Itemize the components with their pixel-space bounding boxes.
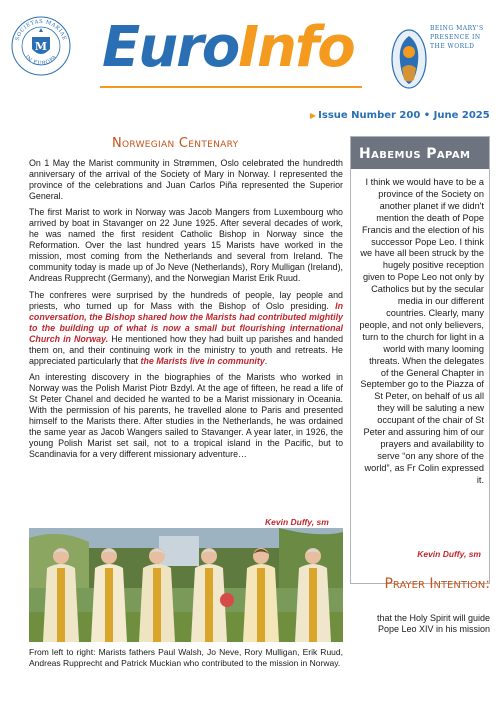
article-title: Norwegian Centenary — [112, 136, 239, 151]
sidebar-author: Kevin Duffy, sm — [417, 549, 481, 559]
article-paragraph-2: The first Marist to work in Norway was Jacob Mangers from Luxembourg who arrived by boat in Stavanger on 22 June 1925. After several decades of work, he was named the first resident Catholic Bishop in Norway since the Reformation. Over the last hundred years 15 Marists have worked in the mission, most coming from the Netherlands and several from Ireland. The community today is made up of Jo Neve (Netherlands), Rory Mulligan (Ireland), Andreas Rupprecht (Germany), and the Norwegian Marist Erik Ruud. — [29, 207, 343, 284]
sidebar-body: I think we would have to be a province of the Society on another planet if we didn't mention the death of Pope Francis and the election of his successor Pope Leo. I think we have all been struck by the hugely positive reception given to Pope Leo not only by Catholics but by the secular media in our different countries. Clearly, many people, and not only believers, turn to the church for light in a world with many looming threats. When the delegates of the General Chapter in September go to the Piazza of St Peter, on behalf of us all they will be saluting a new occupant of the chair of St Peter and assuring him of our prayers and availability to serve “on any shore of the world”, as Fr Colin expressed it. — [359, 177, 484, 485]
group-photo-marists — [29, 528, 343, 642]
svg-text:M: M — [34, 40, 48, 53]
highlight-quote: In conversation, the Bishop shared how the Marists had contributed mightily to the building up of what is now a small but flourishing international Church in Norway. — [29, 300, 344, 344]
article-paragraph-1: On 1 May the Marist community in Strømmen, Oslo celebrated the hundredth anniversary of the arrival of the Society of Mary in Norway. I represented the province of the celebrations and Juan Carlos Piña represented the Superior General. — [29, 158, 343, 202]
masthead-underline — [100, 86, 362, 88]
prayer-intention-title: Prayer Intention: — [384, 576, 490, 592]
sidebar-title: Habemus Papam — [359, 146, 471, 162]
logo-slogan: BEING MARY'S PRESENCE IN THE WORLD — [430, 25, 484, 50]
flower-bouquet — [220, 593, 234, 607]
article-paragraph-3: The confreres were surprised by the hundreds of people, lay people and priests, who turned up for Mass with the Bishop of Oslo presiding. In conversation, the Bishop shared how the Marists had contributed mightily to the building up of what is now a small but flourishing international Church in Norway. He mentioned how they had built up parishes and handed them on, and their continuing work in the ministry to youth and retreats. He appreciated particularly that the Marists live in community. — [29, 289, 344, 366]
highlight-phrase: the Marists live in community — [140, 355, 265, 366]
triangle-right-icon: ▶ — [310, 111, 317, 120]
photo-caption: From left to right: Marists fathers Paul Walsh, Jo Neve, Rory Mulligan, Erik Ruud, Andreas Rupprecht and Patrick Muckian who contributed to the mission in Norway. — [29, 647, 343, 668]
article-body — [29, 158, 343, 465]
sidebar-header — [351, 137, 489, 169]
marys-presence-logo — [388, 22, 492, 100]
mary-silhouette-icon — [390, 28, 428, 90]
masthead-title: EuroInfo — [102, 15, 354, 80]
article-paragraph-4: An interesting discovery in the biographies of the Marists who worked in Norway was the Polish Marist Piotr Bzdyl. At the age of fifteen, he read a life of St Peter Chanel and decided he wanted to be a Marist missionary in Oceania. With the permission of his parents, he travelled alone to Paris and presented himself to the Marists there. After studies in the Netherlands, he was ordained the same year as Jacob Wangers sailed to Stavanger. A year later, in 1926, the young Polish Marist set sail, not to a tropical island in the Pacific, but to Scandinavia for a very different missionary adventure… — [29, 371, 343, 460]
svg-text:IN EUROPA: IN EUROPA — [23, 54, 59, 67]
svg-text:SOCIETAS MARIAE: SOCIETAS MARIAE — [14, 18, 68, 42]
societas-mariae-seal-logo — [10, 15, 72, 77]
prayer-intention-body: that the Holy Spirit will guide Pope Leo XIV in his mission — [376, 613, 490, 635]
article-author: Kevin Duffy, sm — [265, 517, 329, 527]
sidebar-box — [350, 136, 490, 584]
issue-line: ▶ Issue Number 200 • June 2025 — [310, 110, 490, 121]
